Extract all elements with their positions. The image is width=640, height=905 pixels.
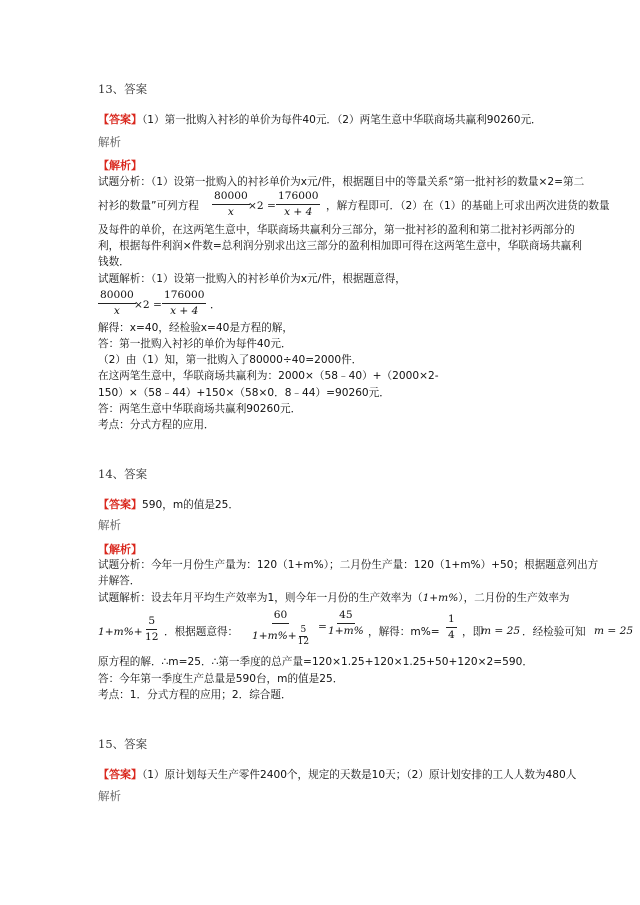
q14-m-value-2: m = 25 — [594, 625, 634, 637]
fraction-80000-x: $\frac{80000}{x}$ — [214, 190, 248, 218]
q14-line-3: 试题解析：设去年月平均生产效率为1，则今年一月份的生产效率为（1+m%），二月份的生产效率为 — [98, 592, 570, 604]
q13-line-9: （2）由（1）知，第一批购入了80000÷40=2000件． — [98, 354, 363, 366]
q14-line-4b: ．根据题意得： — [164, 626, 239, 638]
q14-line-2: 并解答． — [98, 575, 141, 587]
q13-line-4: 利，根据每件利润×件数=总利润分别求出这三部分的盈利相加即可得在这两笔生意中，华联商场共赢利 — [98, 240, 582, 252]
fraction-45: $\frac{45}{1+m\%}$ — [328, 609, 364, 637]
q13-line-5: 钱数． — [98, 256, 130, 268]
q13-line-12: 答：两笔生意中华联商场共赢利90260元． — [98, 403, 302, 415]
q14-line-7: 考点：1．分式方程的应用；2．综合题． — [98, 689, 292, 701]
q13-analysis-label: 解析 — [98, 135, 121, 149]
answer-text: 590，m的值是25． — [142, 499, 239, 511]
answer-text: （1）原计划每天生产零件2400个，规定的天数是10天；（2）原计划安排的工人人数为480人 — [142, 769, 577, 781]
fraction-60: 60 1+m%+ $\frac{5}{12}$ — [252, 609, 310, 647]
q14-line-1: 试题分析：今年一月份生产量为：120（1+m%）；二月份生产量：120（1+m%）+50；根据题意列出方 — [98, 559, 599, 571]
eq-fraction-80000-x: $\frac{80000}{x}$ — [100, 289, 134, 317]
q14-answer-line — [98, 495, 239, 511]
q14-line-4c: ，解得：m%= — [368, 626, 440, 638]
q13-analysis-tag: 【解析】 — [98, 159, 142, 172]
q14-m-value-1: m = 25 — [481, 625, 521, 637]
times-two: ×2 = — [248, 200, 276, 212]
q13-line-1: 试题分析：（1）设第一批购入的衬衫单价为x元/件，根据题目中的等量关系“第一批衬衫的数量×2=第二 — [98, 176, 585, 188]
q15-answer-line — [98, 765, 576, 781]
q13-line-3: 及每件的单价，在这两笔生意中，华联商场共赢利分三部分，第一批衬衫的盈利和第二批衬衫两部分的 — [98, 224, 575, 236]
eq-fraction-176000-x4: $\frac{176000}{x + 4}$ — [164, 289, 205, 317]
q13-line-2b: ，解方程即可．（2）在（1）的基础上可求出两次进货的数量 — [326, 200, 610, 212]
eq-period: ． — [210, 299, 221, 311]
q14-analysis-label: 解析 — [98, 518, 121, 532]
eq-times-two: ×2 = — [134, 299, 162, 311]
q13-line-10: 在这两笔生意中，华联商场共赢利为：2000×（58﹣40）+（2000×2- — [98, 370, 439, 382]
q15-analysis-label: 解析 — [98, 789, 121, 803]
q13-line-2a: 衬衫的数量”可列方程 — [98, 200, 199, 212]
answer-tag: 【答案】 — [98, 113, 142, 126]
fraction-176000-x4: $\frac{176000}{x + 4}$ — [278, 190, 319, 218]
q14-line-4d: ，即 — [462, 626, 484, 638]
q13-line-11: 150）×（58﹣44）+150×（58×0．8﹣44）=90260元． — [98, 387, 390, 399]
q14-heading: 14、答案 — [98, 467, 148, 481]
q13-line-13: 考点：分式方程的应用． — [98, 419, 215, 431]
q13-line-6: 试题解析：（1）设第一批购入的衬衫单价为x元/件，根据题意得， — [98, 273, 406, 285]
answer-tag: 【答案】 — [98, 498, 142, 511]
q14-expr-1m: 1+m%+ — [98, 626, 143, 638]
q14-line-4f: ．经检验可知 — [522, 626, 586, 638]
q13-answer-line — [98, 110, 542, 126]
fraction-1-4: $\frac{1}{4}$ — [448, 613, 455, 641]
q14-line-6: 答：今年第一季度生产总量是590台，m的值是25． — [98, 673, 344, 685]
q13-heading: 13、答案 — [98, 82, 148, 96]
q13-line-7: 解得：x=40，经检验x=40是方程的解， — [98, 322, 293, 334]
fraction-5-12: $\frac{5}{12}$ — [145, 615, 159, 643]
equals-sign: = — [318, 621, 327, 633]
answer-text: （1）第一批购入衬衫的单价为每件40元．（2）两笔生意中华联商场共赢利90260元． — [142, 114, 542, 126]
q15-heading: 15、答案 — [98, 737, 148, 751]
q14-analysis-tag: 【解析】 — [98, 543, 142, 556]
q14-line-5: 原方程的解．∴m=25．∴第一季度的总产量=120×1.25+120×1.25+50+120×2=590． — [98, 656, 533, 668]
answer-tag: 【答案】 — [98, 768, 142, 781]
q13-line-8: 答：第一批购入衬衫的单价为每件40元． — [98, 338, 292, 350]
